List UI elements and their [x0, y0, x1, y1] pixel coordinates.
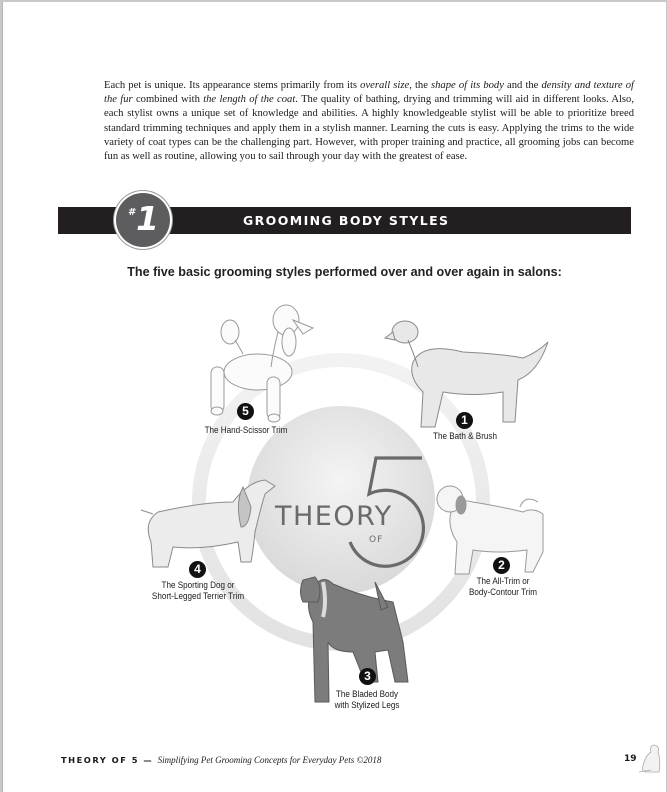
intro-text: Each pet is unique. Its appearance stems primarily from its [104, 80, 361, 91]
style-label [192, 425, 300, 436]
style-label-line: Body-Contour Trim [469, 587, 537, 597]
intro-emphasis: overall size [360, 80, 410, 91]
footer-title [61, 755, 381, 765]
style-number-badge: 3 [359, 668, 376, 685]
footer-book-title: THEORY OF 5 — [61, 755, 154, 765]
footer-subtitle: Simplifying Pet Grooming Concepts for Everyday Pets ©2018 [157, 755, 382, 765]
style-number-badge: 1 [456, 412, 473, 429]
style-label-line: Short-Legged Terrier Trim [151, 591, 245, 601]
section-title: GROOMING BODY STYLES [243, 213, 450, 228]
intro-text: combined with [132, 94, 204, 106]
logo-of: OF [369, 535, 384, 545]
style-label-line: The Hand-Scissor Trim [204, 425, 288, 435]
logo-theory: THEORY [275, 501, 393, 532]
style-label-line: The Bath & Brush [433, 431, 497, 441]
style-number-badge: 5 [237, 403, 254, 420]
intro-emphasis: the length of the coat [203, 94, 296, 106]
all-trim-dog-illustration [437, 486, 543, 574]
badge-number: 1 [136, 199, 159, 238]
style-label [311, 689, 423, 711]
style-label [411, 431, 519, 442]
intro-emphasis: shape of its body [431, 80, 504, 91]
style-number-badge: 2 [493, 557, 510, 574]
page-number: 19 [624, 754, 637, 764]
style-label [449, 576, 557, 598]
style-label [140, 580, 257, 602]
intro-emphasis: density and texture of the fur [104, 80, 634, 106]
badge-hash: # [128, 207, 137, 218]
intro-text: , the [409, 80, 432, 91]
style-label-line: The Sporting Dog or [161, 580, 235, 590]
style-label-line: with Stylized Legs [334, 700, 400, 710]
theory-of-5-diagram [3, 2, 666, 792]
page [2, 2, 666, 792]
style-label-line: The Bladed Body [335, 689, 399, 699]
intro-text: and the [503, 80, 542, 91]
style-number-badge: 4 [189, 561, 206, 578]
style-label-line: The All-Trim or [476, 576, 530, 586]
section-subtitle: The five basic grooming styles performed over and over again in salons: [127, 265, 562, 279]
intro-text: . The quality of bathing, drying and trimming will aid in different looks. Also, each stylist owns a unique set of knowledge and abilities. A highly knowledgeable stylist will be able to prioritize breed standard trimming techniques and apply them in a stylish manner. Learning the cuts is easy. Applying the trims to the wide variety of coat types can be the challenging part. However, with proper training and practice, all grooming jobs can become fun as well as routine, allowing you to sail through your day with the greatest of ease. [104, 94, 634, 163]
sitting-dog-icon [639, 742, 663, 774]
bladed-body-dog-illustration [301, 577, 409, 702]
